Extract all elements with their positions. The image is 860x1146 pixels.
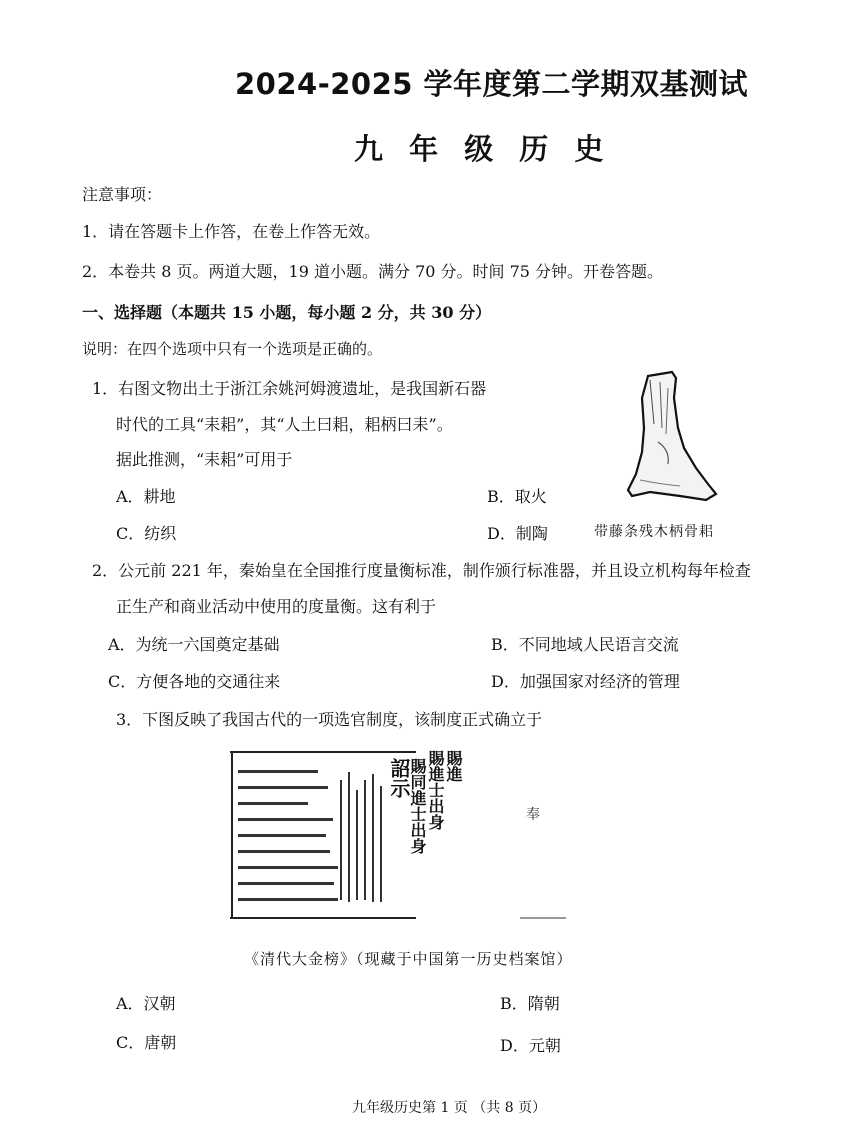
question-1-option-d: D．制陶 xyxy=(487,524,548,543)
question-1-option-a: A．耕地 xyxy=(116,487,176,506)
notice-item: 1．请在答题卡上作答，在卷上作答无效。 xyxy=(82,222,381,241)
question-3-option-a: A．汉朝 xyxy=(116,994,176,1013)
section-heading: 一、选择题（本题共 15 小题，每小题 2 分，共 30 分） xyxy=(82,303,492,322)
notice-item: 2．本卷共 8 页。两道大题，19 道小题。满分 70 分。时间 75 分钟。开卷答题。 xyxy=(82,262,664,281)
golden-list-text: 賜同進士出身 xyxy=(408,758,427,854)
question-1-line: 据此推测，“耒耜”可用于 xyxy=(116,450,293,469)
notice-heading: 注意事项： xyxy=(82,185,163,204)
question-1-option-b: B．取火 xyxy=(487,487,547,506)
question-2-option-c: C．方便各地的交通往来 xyxy=(108,672,281,691)
question-3-option-d: D．元朝 xyxy=(500,1036,561,1055)
question-3-line: 3．下图反映了我国古代的一项选官制度，该制度正式确立于 xyxy=(116,710,543,729)
subject-title: 九 年 级 历 史 xyxy=(354,132,612,166)
question-3-option-b: B．隋朝 xyxy=(500,994,560,1013)
question-3-option-c: C．唐朝 xyxy=(116,1033,177,1052)
question-2-line: 2．公元前 221 年，秦始皇在全国推行度量衡标准，制作颁行标准器，并且设立机构每年检查 xyxy=(92,561,751,580)
question-3-figure-caption: 《清代大金榜》（现藏于中国第一历史档案馆） xyxy=(244,950,573,968)
question-1-figure-caption: 带藤条残木柄骨耜 xyxy=(594,524,714,540)
exam-title: 2024-2025 学年度第二学期双基测试 xyxy=(235,67,749,101)
golden-list-text: 賜進士出身 xyxy=(426,750,445,830)
golden-list-text: 詔示 xyxy=(387,758,411,798)
question-2-option-d: D．加强国家对经济的管理 xyxy=(491,672,680,691)
golden-list-figure xyxy=(230,750,570,922)
page-footer: 九年级历史第 1 页 （共 8 页） xyxy=(352,1100,547,1116)
question-2-option-a: A．为统一六国奠定基础 xyxy=(108,635,280,654)
bone-spade-figure xyxy=(610,368,740,508)
question-1-line: 时代的工具“耒耜”，其“人土曰耜，耜柄曰耒”。 xyxy=(116,415,453,434)
golden-list-seal-text: 奉 xyxy=(526,807,540,823)
section-note: 说明：在四个选项中只有一个选项是正确的。 xyxy=(82,340,383,358)
question-1-option-c: C．纺织 xyxy=(116,524,177,543)
question-2-option-b: B．不同地域人民语言交流 xyxy=(491,635,679,654)
question-1-line: 1．右图文物出土于浙江余姚河姆渡遗址，是我国新石器 xyxy=(92,379,487,398)
question-2-line: 正生产和商业活动中使用的度量衡。这有利于 xyxy=(116,597,437,616)
golden-list-text: 賜進 xyxy=(444,750,463,782)
